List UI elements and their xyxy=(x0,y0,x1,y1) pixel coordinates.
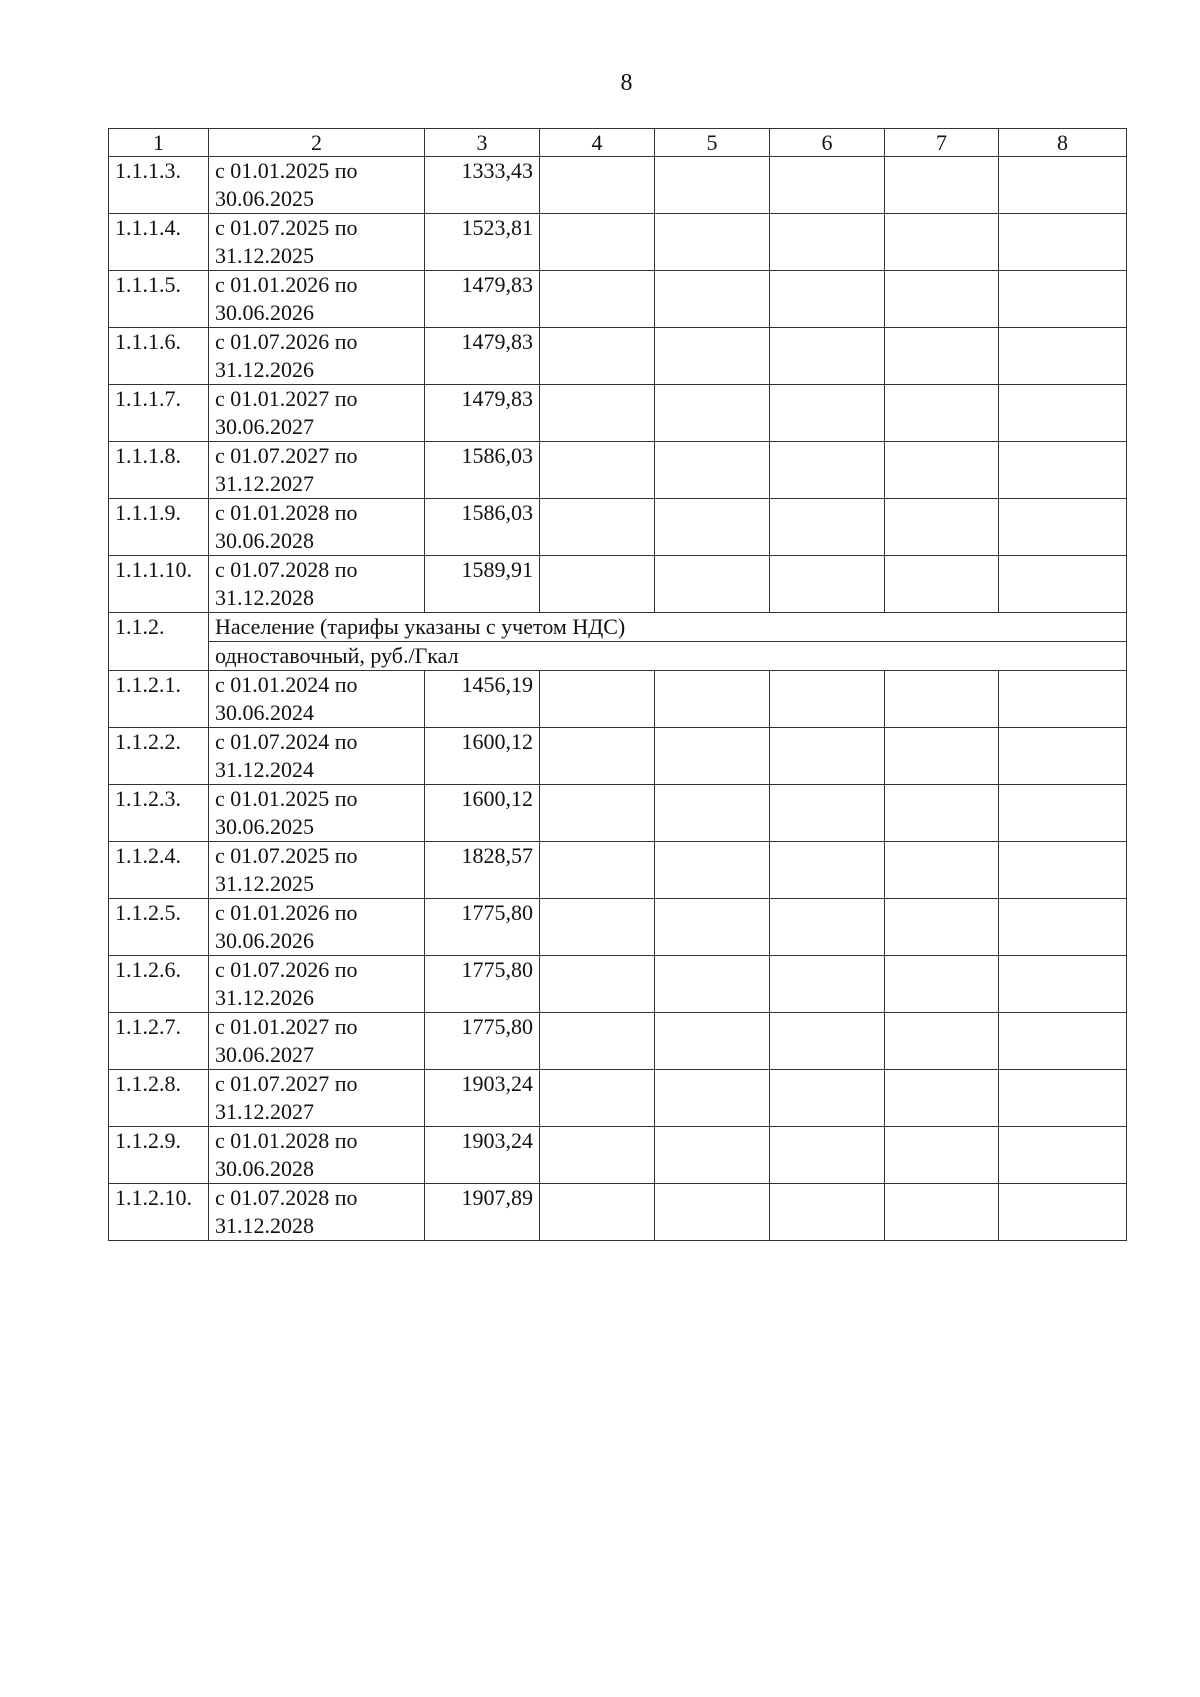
empty-cell-col-7 xyxy=(885,1013,999,1070)
period-start: с 01.07.2026 по xyxy=(215,329,358,354)
period-start: с 01.07.2026 по xyxy=(215,957,358,982)
empty-cell-col-7 xyxy=(885,785,999,842)
empty-cell-col-5 xyxy=(655,499,770,556)
empty-cell-col-4 xyxy=(540,785,655,842)
empty-cell-col-7 xyxy=(885,899,999,956)
empty-cell-col-7 xyxy=(885,556,999,613)
row-number: 1.1.2.1. xyxy=(109,671,209,728)
period-end: 31.12.2025 xyxy=(215,243,314,268)
empty-cell-col-5 xyxy=(655,1184,770,1241)
table-row xyxy=(109,1013,1127,1070)
table-row xyxy=(109,556,1127,613)
row-number: 1.1.1.4. xyxy=(109,214,209,271)
period-start: с 01.01.2025 по xyxy=(215,158,358,183)
table-row xyxy=(109,1070,1127,1127)
period-cell xyxy=(209,1013,425,1070)
empty-cell-col-7 xyxy=(885,328,999,385)
empty-cell-col-6 xyxy=(770,1070,885,1127)
tariff-value: 1479,83 xyxy=(425,328,540,385)
tariff-table xyxy=(108,128,1127,1241)
tariff-value: 1586,03 xyxy=(425,499,540,556)
table-row xyxy=(109,442,1127,499)
empty-cell-col-7 xyxy=(885,671,999,728)
empty-cell-col-6 xyxy=(770,1184,885,1241)
period-cell xyxy=(209,785,425,842)
row-number: 1.1.1.10. xyxy=(109,556,209,613)
period-start: с 01.01.2027 по xyxy=(215,386,358,411)
empty-cell-col-6 xyxy=(770,214,885,271)
section-title: Население (тарифы указаны с учетом НДС) xyxy=(209,613,1127,642)
empty-cell-col-8 xyxy=(999,1184,1127,1241)
period-end: 30.06.2028 xyxy=(215,1156,314,1181)
empty-cell-col-7 xyxy=(885,842,999,899)
empty-cell-col-8 xyxy=(999,214,1127,271)
section-row xyxy=(109,642,1127,671)
empty-cell-col-6 xyxy=(770,556,885,613)
period-cell xyxy=(209,671,425,728)
row-number: 1.1.2.7. xyxy=(109,1013,209,1070)
period-start: с 01.07.2027 по xyxy=(215,1071,358,1096)
empty-cell-col-4 xyxy=(540,214,655,271)
empty-cell-col-8 xyxy=(999,956,1127,1013)
row-number: 1.1.2.4. xyxy=(109,842,209,899)
table-row xyxy=(109,214,1127,271)
empty-cell-col-8 xyxy=(999,499,1127,556)
period-start: с 01.01.2026 по xyxy=(215,900,358,925)
period-start: с 01.01.2026 по xyxy=(215,272,358,297)
empty-cell-col-6 xyxy=(770,842,885,899)
empty-cell-col-7 xyxy=(885,499,999,556)
empty-cell-col-8 xyxy=(999,728,1127,785)
tariff-value: 1775,80 xyxy=(425,1013,540,1070)
period-start: с 01.07.2028 по xyxy=(215,557,358,582)
period-end: 31.12.2028 xyxy=(215,585,314,610)
table-row xyxy=(109,1127,1127,1184)
empty-cell-col-6 xyxy=(770,728,885,785)
period-cell xyxy=(209,556,425,613)
column-header: 7 xyxy=(885,129,999,157)
period-end: 30.06.2027 xyxy=(215,414,314,439)
empty-cell-col-7 xyxy=(885,385,999,442)
period-end: 30.06.2025 xyxy=(215,814,314,839)
row-number: 1.1.1.7. xyxy=(109,385,209,442)
column-header: 4 xyxy=(540,129,655,157)
period-end: 31.12.2024 xyxy=(215,757,314,782)
empty-cell-col-6 xyxy=(770,271,885,328)
row-number: 1.1.2.5. xyxy=(109,899,209,956)
empty-cell-col-5 xyxy=(655,1013,770,1070)
period-start: с 01.01.2027 по xyxy=(215,1014,358,1039)
empty-cell-col-6 xyxy=(770,1013,885,1070)
tariff-value: 1523,81 xyxy=(425,214,540,271)
table-row xyxy=(109,728,1127,785)
table-row xyxy=(109,956,1127,1013)
empty-cell-col-4 xyxy=(540,328,655,385)
period-end: 31.12.2026 xyxy=(215,357,314,382)
period-start: с 01.07.2028 по xyxy=(215,1185,358,1210)
tariff-value: 1907,89 xyxy=(425,1184,540,1241)
tariff-value: 1589,91 xyxy=(425,556,540,613)
empty-cell-col-6 xyxy=(770,157,885,214)
empty-cell-col-7 xyxy=(885,956,999,1013)
empty-cell-col-5 xyxy=(655,671,770,728)
empty-cell-col-8 xyxy=(999,271,1127,328)
row-number: 1.1.1.5. xyxy=(109,271,209,328)
empty-cell-col-8 xyxy=(999,785,1127,842)
period-cell xyxy=(209,899,425,956)
empty-cell-col-4 xyxy=(540,157,655,214)
tariff-value: 1903,24 xyxy=(425,1127,540,1184)
row-number: 1.1.2.6. xyxy=(109,956,209,1013)
section-row xyxy=(109,613,1127,642)
row-number: 1.1.2.9. xyxy=(109,1127,209,1184)
empty-cell-col-8 xyxy=(999,671,1127,728)
empty-cell-col-4 xyxy=(540,1070,655,1127)
table-row xyxy=(109,899,1127,956)
period-cell xyxy=(209,842,425,899)
empty-cell-col-8 xyxy=(999,157,1127,214)
period-end: 31.12.2027 xyxy=(215,471,314,496)
empty-cell-col-4 xyxy=(540,442,655,499)
tariff-value: 1333,43 xyxy=(425,157,540,214)
column-header: 5 xyxy=(655,129,770,157)
empty-cell-col-4 xyxy=(540,1127,655,1184)
empty-cell-col-4 xyxy=(540,671,655,728)
empty-cell-col-7 xyxy=(885,1070,999,1127)
period-cell xyxy=(209,728,425,785)
table-row xyxy=(109,157,1127,214)
period-end: 31.12.2027 xyxy=(215,1099,314,1124)
tariff-value: 1600,12 xyxy=(425,728,540,785)
period-end: 30.06.2027 xyxy=(215,1042,314,1067)
empty-cell-col-8 xyxy=(999,1070,1127,1127)
empty-cell-col-4 xyxy=(540,842,655,899)
period-cell xyxy=(209,1184,425,1241)
table-row xyxy=(109,1184,1127,1241)
empty-cell-col-8 xyxy=(999,1127,1127,1184)
row-number: 1.1.1.9. xyxy=(109,499,209,556)
empty-cell-col-5 xyxy=(655,385,770,442)
row-number: 1.1.1.6. xyxy=(109,328,209,385)
empty-cell-col-4 xyxy=(540,728,655,785)
row-number: 1.1.2.3. xyxy=(109,785,209,842)
empty-cell-col-5 xyxy=(655,899,770,956)
period-end: 30.06.2026 xyxy=(215,300,314,325)
empty-cell-col-7 xyxy=(885,728,999,785)
column-header: 1 xyxy=(109,129,209,157)
period-end: 30.06.2024 xyxy=(215,700,314,725)
empty-cell-col-4 xyxy=(540,1184,655,1241)
period-cell xyxy=(209,1070,425,1127)
tariff-value: 1479,83 xyxy=(425,385,540,442)
column-header: 2 xyxy=(209,129,425,157)
empty-cell-col-5 xyxy=(655,442,770,499)
empty-cell-col-5 xyxy=(655,956,770,1013)
period-end: 31.12.2025 xyxy=(215,871,314,896)
period-cell xyxy=(209,157,425,214)
table-row xyxy=(109,842,1127,899)
period-start: с 01.01.2028 по xyxy=(215,500,358,525)
empty-cell-col-8 xyxy=(999,328,1127,385)
table-row xyxy=(109,785,1127,842)
empty-cell-col-5 xyxy=(655,328,770,385)
tariff-value: 1775,80 xyxy=(425,956,540,1013)
empty-cell-col-4 xyxy=(540,1013,655,1070)
empty-cell-col-4 xyxy=(540,556,655,613)
empty-cell-col-6 xyxy=(770,956,885,1013)
table-row xyxy=(109,328,1127,385)
empty-cell-col-4 xyxy=(540,956,655,1013)
period-start: с 01.07.2027 по xyxy=(215,443,358,468)
period-end: 30.06.2028 xyxy=(215,528,314,553)
table-row xyxy=(109,499,1127,556)
period-start: с 01.07.2024 по xyxy=(215,729,358,754)
period-start: с 01.01.2024 по xyxy=(215,672,358,697)
table-row xyxy=(109,271,1127,328)
tariff-value: 1828,57 xyxy=(425,842,540,899)
tariff-value: 1600,12 xyxy=(425,785,540,842)
period-end: 31.12.2026 xyxy=(215,985,314,1010)
column-header: 6 xyxy=(770,129,885,157)
empty-cell-col-6 xyxy=(770,442,885,499)
period-cell xyxy=(209,499,425,556)
empty-cell-col-4 xyxy=(540,385,655,442)
row-number: 1.1.1.8. xyxy=(109,442,209,499)
empty-cell-col-7 xyxy=(885,271,999,328)
period-start: с 01.07.2025 по xyxy=(215,843,358,868)
empty-cell-col-6 xyxy=(770,328,885,385)
empty-cell-col-4 xyxy=(540,499,655,556)
period-start: с 01.01.2025 по xyxy=(215,786,358,811)
section-number: 1.1.2. xyxy=(109,613,209,671)
empty-cell-col-5 xyxy=(655,785,770,842)
page-number: 8 xyxy=(620,70,633,96)
tariff-value: 1456,19 xyxy=(425,671,540,728)
empty-cell-col-8 xyxy=(999,442,1127,499)
period-cell xyxy=(209,442,425,499)
period-cell xyxy=(209,956,425,1013)
empty-cell-col-7 xyxy=(885,1184,999,1241)
period-cell xyxy=(209,271,425,328)
empty-cell-col-7 xyxy=(885,442,999,499)
row-number: 1.1.2.8. xyxy=(109,1070,209,1127)
empty-cell-col-5 xyxy=(655,728,770,785)
empty-cell-col-6 xyxy=(770,499,885,556)
empty-cell-col-7 xyxy=(885,1127,999,1184)
period-start: с 01.01.2028 по xyxy=(215,1128,358,1153)
empty-cell-col-6 xyxy=(770,1127,885,1184)
row-number: 1.1.1.3. xyxy=(109,157,209,214)
tariff-value: 1479,83 xyxy=(425,271,540,328)
empty-cell-col-5 xyxy=(655,556,770,613)
period-cell xyxy=(209,328,425,385)
tariff-value: 1775,80 xyxy=(425,899,540,956)
period-cell xyxy=(209,214,425,271)
tariff-value: 1586,03 xyxy=(425,442,540,499)
empty-cell-col-8 xyxy=(999,842,1127,899)
empty-cell-col-5 xyxy=(655,271,770,328)
period-end: 31.12.2028 xyxy=(215,1213,314,1238)
empty-cell-col-8 xyxy=(999,556,1127,613)
period-start: с 01.07.2025 по xyxy=(215,215,358,240)
table-row xyxy=(109,671,1127,728)
row-number: 1.1.2.2. xyxy=(109,728,209,785)
period-end: 30.06.2026 xyxy=(215,928,314,953)
empty-cell-col-4 xyxy=(540,271,655,328)
column-number-header-row xyxy=(109,129,1127,157)
empty-cell-col-5 xyxy=(655,842,770,899)
empty-cell-col-6 xyxy=(770,671,885,728)
empty-cell-col-4 xyxy=(540,899,655,956)
period-cell xyxy=(209,1127,425,1184)
empty-cell-col-7 xyxy=(885,214,999,271)
table-row xyxy=(109,385,1127,442)
tariff-value: 1903,24 xyxy=(425,1070,540,1127)
empty-cell-col-6 xyxy=(770,899,885,956)
empty-cell-col-8 xyxy=(999,899,1127,956)
empty-cell-col-5 xyxy=(655,157,770,214)
empty-cell-col-8 xyxy=(999,1013,1127,1070)
section-subtitle: одноставочный, руб./Гкал xyxy=(209,642,1127,671)
period-end: 30.06.2025 xyxy=(215,186,314,211)
column-header: 8 xyxy=(999,129,1127,157)
column-header: 3 xyxy=(425,129,540,157)
empty-cell-col-8 xyxy=(999,385,1127,442)
empty-cell-col-6 xyxy=(770,385,885,442)
row-number: 1.1.2.10. xyxy=(109,1184,209,1241)
empty-cell-col-7 xyxy=(885,157,999,214)
empty-cell-col-5 xyxy=(655,1070,770,1127)
empty-cell-col-5 xyxy=(655,1127,770,1184)
period-cell xyxy=(209,385,425,442)
empty-cell-col-6 xyxy=(770,785,885,842)
empty-cell-col-5 xyxy=(655,214,770,271)
